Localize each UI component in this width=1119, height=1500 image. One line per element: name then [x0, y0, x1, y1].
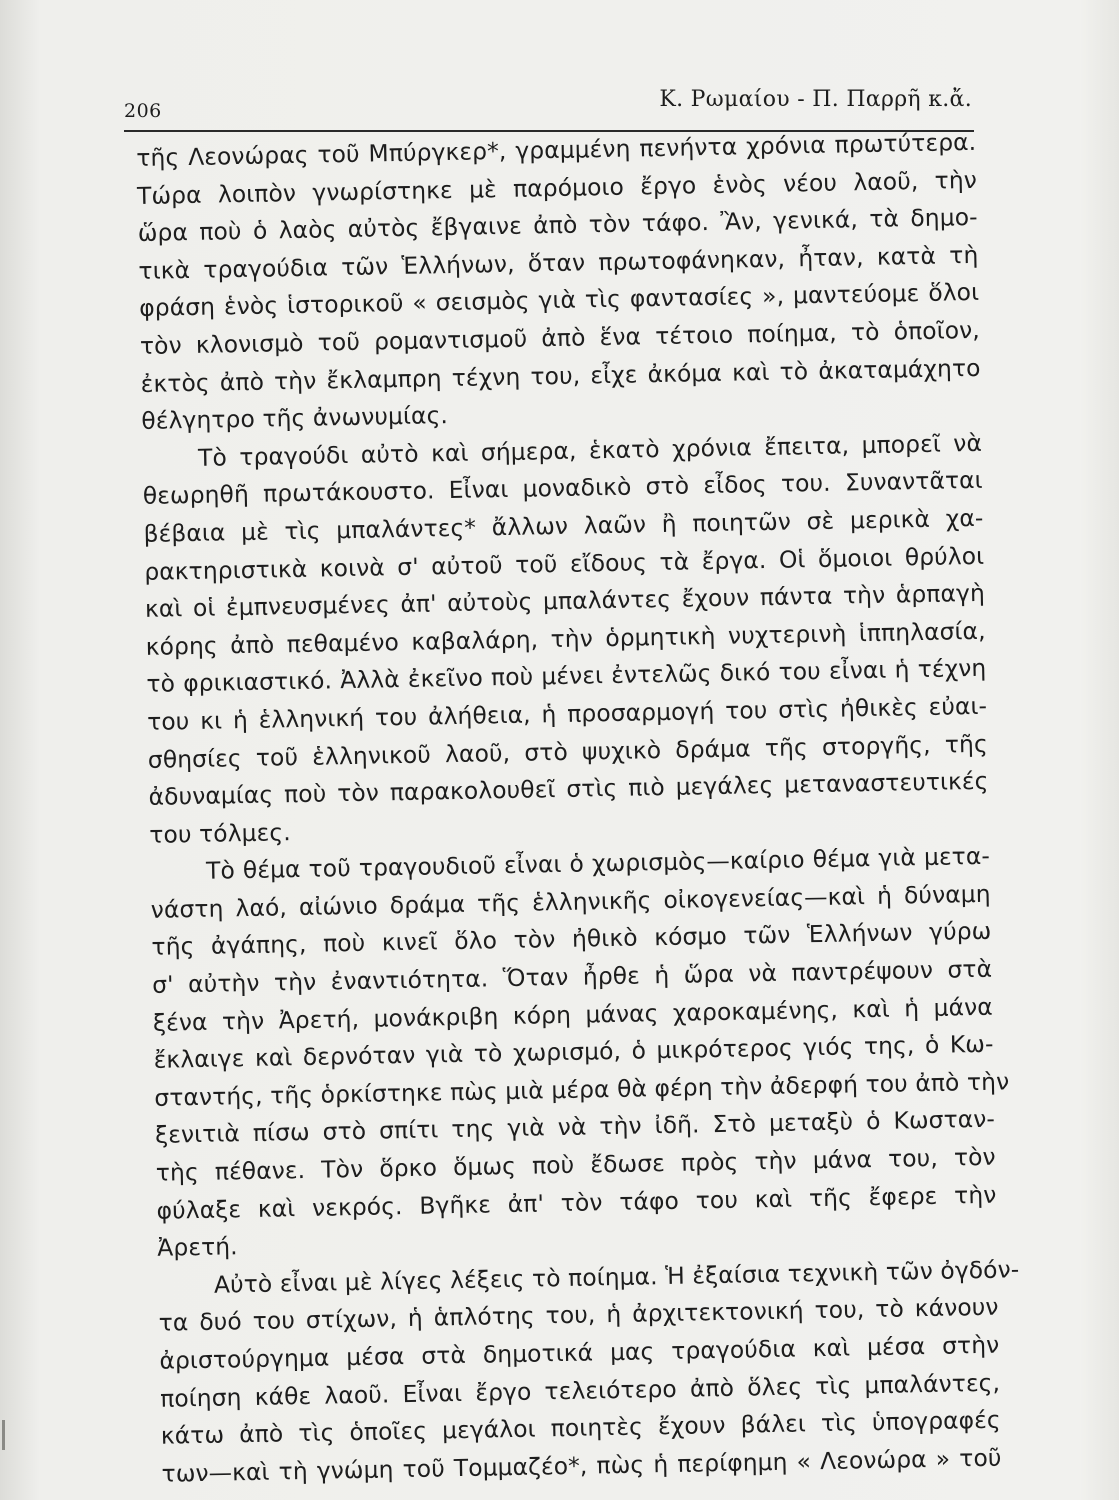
text-line: τικὰ τραγούδια τῶν Ἑλλήνων, ὅταν πρωτοφάνηκαν, ἦταν, κατὰ τὴ	[138, 240, 979, 285]
text-line: σταντής, τῆς ὁρκίστηκε πὼς μιὰ μέρα θὰ φέρη τὴν ἀδερφή του ἀπὸ τὴν	[154, 1067, 1010, 1112]
paragraph-end-line: θέλγητρο τῆς ἀνωνυμίας.	[141, 401, 449, 436]
text-line: ξένα τὴν Ἀρετή, μονάκριβη κόρη μάνας χαροκαμένης, καὶ ἡ μάνα	[152, 992, 994, 1037]
text-line: τὴς πέθανε. Τὸν ὅρκο ὅμως ποὺ ἔδωσε πρὸς τὴν μάνα του, τὸν	[155, 1142, 996, 1187]
text-line: θεωρηθῆ πρωτάκουστο. Εἶναι μοναδικὸ στὸ εἶδος του. Συναντᾶται	[142, 466, 983, 511]
text-line: ὥρα ποὺ ὁ λαὸς αὐτὸς ἔβγαινε ἀπὸ τὸν τάφο. Ἂν, γενικά, τὰ δημο-	[137, 203, 978, 248]
body-text	[136, 124, 1020, 1493]
text-line: βέβαια μὲ τὶς μπαλάντες* ἄλλων λαῶν ἢ ποιητῶν σὲ μερικὰ χα-	[143, 503, 984, 548]
binding-edge-mark	[2, 1420, 5, 1450]
text-line: ρακτηριστικὰ κοινὰ σ' αὐτοῦ τοῦ εἴδους τὰ ἔργα. Οἱ ὅμοιοι θρύλοι	[144, 541, 985, 586]
paragraph-first-line: Τὸ τραγούδι αὐτὸ καὶ σήμερα, ἑκατὸ χρόνια ἔπειτα, μπορεῖ νὰ	[197, 428, 983, 472]
text-line: νάστη λαό, αἰώνιο δράμα τῆς ἑλληνικῆς οἰκογενείας—καὶ ἡ δύναμη	[150, 879, 991, 924]
text-line: καὶ οἱ ἐμπνευσμένες ἀπ' αὐτοὺς μπαλάντες ἔχουν πάντα τὴν ἁρπαγὴ	[144, 578, 986, 624]
text-line: τῆς ἀγάπης, ποὺ κινεῖ ὅλο τὸν ἠθικὸ κόσμο τῶν Ἑλλήνων γύρω	[151, 917, 992, 962]
page-number: 206	[124, 100, 162, 122]
text-line: ἐκτὸς ἀπὸ τὴν ἔκλαμπρη τέχνη του, εἶχε ἀκόμα καὶ τὸ ἀκαταμάχητο	[140, 353, 981, 398]
paragraph-first-line: Τὸ θέμα τοῦ τραγουδιοῦ εἶναι ὁ χωρισμὸς—καίριο θέμα γιὰ μετα-	[205, 842, 991, 886]
text-line: Τώρα λοιπὸν γνωρίστηκε μὲ παρόμοιο ἔργο ἑνὸς νέου λαοῦ, τὴν	[136, 165, 978, 210]
running-head: Κ. Ρωμαίου - Π. Παρρῆ κ.ἄ.	[659, 87, 972, 112]
text-line: ἀριστούργημα μέσα στὰ δημοτικά μας τραγούδια καὶ μέσα στὴν	[159, 1330, 1000, 1375]
text-line: ξενιτιὰ πίσω στὸ σπίτι της γιὰ νὰ τὴν ἰδῆ. Στὸ μεταξὺ ὁ Κωσταν-	[154, 1105, 996, 1150]
text-line: τα δυό του στίχων, ἡ ἁπλότης του, ἡ ἀρχιτεκτονική του, τὸ κάνουν	[158, 1293, 999, 1338]
text-line: φύλαξε καὶ νεκρός. Βγῆκε ἀπ' τὸν τάφο του καὶ τῆς ἔφερε τὴν	[156, 1180, 997, 1225]
text-line: σθησίες τοῦ ἑλληνικοῦ λαοῦ, στὸ ψυχικὸ δράμα τῆς στοργῆς, τῆς	[147, 729, 989, 774]
text-line: των—καὶ τὴ γνώμη τοῦ Τομμαζέο*, πὼς ἡ περίφημη « Λεονώρα » τοῦ	[161, 1443, 1002, 1488]
text-line: ἔκλαιγε καὶ δερνόταν γιὰ τὸ χωρισμό, ὁ μικρότερος γιός της, ὁ Κω-	[153, 1029, 994, 1075]
paragraph-first-line: Αὐτὸ εἶναι μὲ λίγες λέξεις τὸ ποίημα. Ἡ ἐξαίσια τεχνικὴ τῶν ὀγδόν-	[213, 1255, 1020, 1299]
page-header	[124, 86, 974, 132]
text-line: κάτω ἀπὸ τὶς ὁποῖες μεγάλοι ποιητὲς ἔχουν βάλει τὶς ὑπογραφές	[160, 1405, 1001, 1450]
text-line: ποίηση κάθε λαοῦ. Εἶναι ἔργο τελειότερο ἀπὸ ὅλες τὶς μπαλάντες,	[159, 1368, 1001, 1413]
text-line: κόρης ἀπὸ πεθαμένο καβαλάρη, τὴν ὁρμητικὴ νυχτερινὴ ἱππηλασία,	[145, 616, 986, 661]
paragraph-end-line: Ἀρετή.	[157, 1232, 238, 1263]
text-line: τὸ φρικιαστικό. Ἀλλὰ ἐκεῖνο ποὺ μένει ἐντελῶς δικό του εἶναι ἡ τέχνη	[146, 654, 987, 699]
paragraph-end-line: του τόλμες.	[149, 817, 291, 849]
text-line: τῆς Λεονώρας τοῦ Μπύργκερ*, γραμμένη πενήντα χρόνια πρωτύτερα.	[136, 127, 977, 172]
text-line: φράση ἑνὸς ἱστορικοῦ « σεισμὸς γιὰ τὶς φαντασίες », μαντεύομε ὅλοι	[138, 278, 980, 323]
text-line: σ' αὐτὴν τὴν ἐναντιότητα. Ὅταν ἦρθε ἡ ὥρα νὰ παντρέψουν στὰ	[151, 954, 993, 999]
text-line: τὸν κλονισμὸ τοῦ ρομαντισμοῦ ἀπὸ ἕνα τέτοιο ποίημα, τὸ ὁποῖον,	[139, 315, 981, 360]
text-line: του κι ἡ ἑλληνική του ἀλήθεια, ἡ προσαρμογή του στὶς ἠθικὲς εὐαι-	[146, 691, 988, 736]
text-line: ἀδυναμίας ποὺ τὸν παρακολουθεῖ στὶς πιὸ μεγάλες μεταναστευτικές	[148, 766, 989, 811]
